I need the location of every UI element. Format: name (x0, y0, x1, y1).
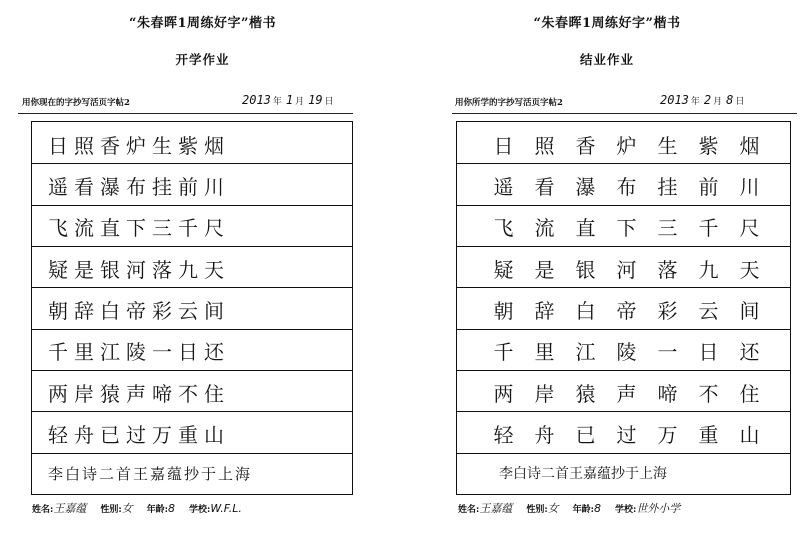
name-label: 姓名: (32, 505, 54, 515)
copied-line: 轻 舟 已 过 万 重 山 (493, 423, 760, 447)
header-rule (452, 113, 797, 114)
age-label: 年龄: (572, 505, 594, 515)
worksheet-title: “朱春晖1周练好字”楷书 (128, 16, 276, 31)
grid-row-line (457, 329, 790, 330)
date-month-label: 月 (713, 97, 723, 107)
grid-row-line (457, 411, 790, 412)
copied-line: 日照香炉生紫烟 (48, 133, 230, 158)
date-month-label: 月 (295, 97, 305, 107)
name-value: 王嘉蕴 (479, 502, 513, 515)
name-value: 王嘉蕴 (53, 502, 87, 515)
date-line (242, 93, 338, 107)
copied-line: 李白诗二首王嘉蕴抄于上海 (48, 464, 253, 483)
grid-row-line (32, 453, 352, 454)
school-label: 学校: (614, 505, 637, 515)
gender-label: 性别: (526, 505, 548, 515)
grid-row-line (457, 205, 790, 206)
school-label: 学校: (188, 505, 211, 515)
grid-row-line (457, 370, 790, 371)
school-value: 世外小学 (636, 502, 681, 515)
copied-line: 两岸猿声啼不住 (48, 381, 230, 406)
student-info (458, 500, 694, 516)
writing-grid (31, 121, 353, 495)
date-day: 8 (726, 93, 734, 107)
date-line (660, 93, 748, 107)
right-worksheet (405, 0, 809, 538)
gender-label: 性别: (100, 505, 122, 515)
school-value: W.F.L. (210, 502, 242, 515)
name-label: 姓名: (458, 505, 480, 515)
copied-line: 遥看瀑布挂前川 (48, 175, 230, 199)
instruction-text: 用你所学的字抄写活页字帖2 (455, 98, 563, 108)
copied-line: 飞 流 直 下 三 千 尺 (493, 216, 760, 241)
grid-row-line (32, 246, 352, 247)
instruction-text: 用你现在的字抄写活页字帖2 (22, 98, 130, 108)
copied-line: 轻舟已过万重山 (48, 423, 230, 447)
grid-row-line (457, 246, 790, 247)
copied-line: 遥 看 瀑 布 挂 前 川 (493, 175, 760, 199)
date-day-label: 日 (735, 97, 745, 107)
header-rule (18, 113, 353, 114)
copied-line: 朝辞白帝彩云间 (48, 299, 230, 323)
date-month: 2 (703, 93, 712, 107)
age-label: 年龄: (146, 505, 168, 515)
copied-line: 千 里 江 陵 一 日 还 (493, 340, 760, 365)
copied-line: 疑 是 银 河 落 九 天 (493, 257, 760, 282)
copied-line: 两 岸 猿 声 啼 不 住 (493, 381, 760, 406)
grid-row-line (32, 287, 352, 288)
date-year-label: 年 (272, 97, 282, 107)
copied-line: 疑是银河落九天 (48, 257, 230, 282)
grid-row-line (32, 370, 352, 371)
grid-row-line (457, 163, 790, 164)
date-year: 2013 (242, 93, 271, 107)
copied-line: 千里江陵一日还 (48, 340, 230, 365)
date-day: 19 (308, 93, 323, 107)
gender-value: 女 (121, 502, 133, 515)
copied-line: 飞流直下三千尺 (48, 216, 230, 241)
date-month: 1 (285, 93, 294, 107)
worksheet-subtitle: 结业作业 (579, 52, 634, 67)
date-day-label: 日 (324, 97, 334, 107)
grid-row-line (457, 453, 790, 454)
writing-grid (456, 121, 791, 495)
grid-row-line (32, 411, 352, 412)
date-year-label: 年 (690, 97, 700, 107)
worksheet-title: “朱春晖1周练好字”楷书 (533, 16, 681, 31)
grid-row-line (457, 287, 790, 288)
student-info (32, 500, 256, 516)
grid-row-line (32, 163, 352, 164)
age-value: 8 (593, 502, 601, 515)
copied-line: 日 照 香 炉 生 紫 烟 (493, 133, 760, 158)
copied-line: 李白诗二首王嘉蕴抄于上海 (499, 466, 667, 483)
gender-value: 女 (547, 502, 559, 515)
grid-row-line (32, 205, 352, 206)
date-year: 2013 (660, 93, 689, 107)
age-value: 8 (167, 502, 175, 515)
worksheet-subtitle: 开学作业 (175, 52, 230, 67)
copied-line: 朝 辞 白 帝 彩 云 间 (493, 299, 760, 323)
grid-row-line (32, 329, 352, 330)
